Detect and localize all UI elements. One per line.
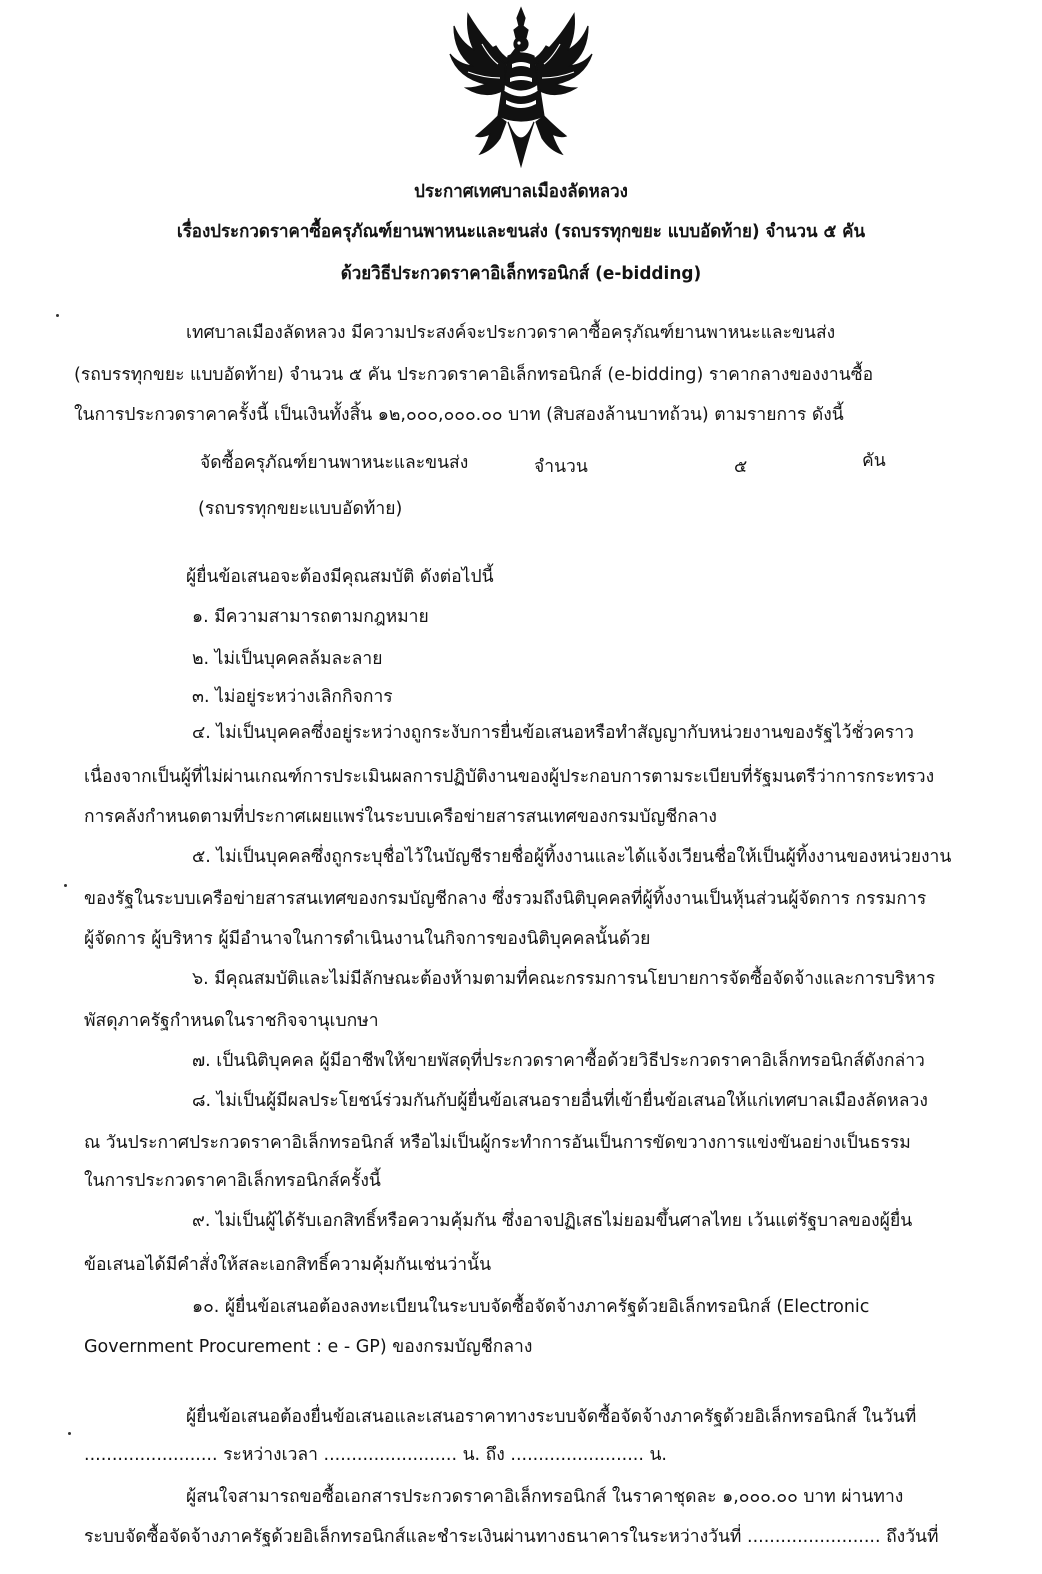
qualification-item-5: ๕. ไม่เป็นบุคคลซึ่งถูกระบุชื่อไว้ในบัญชีรายชื่อผู้ทิ้งงานและได้แจ้งเวียนชื่อให้เป็นผู้ทิ้งงานของหน่วยงาน xyxy=(192,847,952,867)
qualification-item-4-cont-1: เนื่องจากเป็นผู้ที่ไม่ผ่านเกณฑ์การประเมินผลการปฏิบัติงานของผู้ประกอบการตามระเบียบที่รัฐมนตรีว่าการกระทรวง xyxy=(84,767,935,787)
item-quantity-label: จำนวน xyxy=(534,457,588,477)
intro-line-2: (รถบรรทุกขยะ แบบอัดท้าย) จำนวน ๕ คัน ประกวดราคาอิเล็กทรอนิกส์ (e-bidding) ราคากลางของงานซื้อ xyxy=(74,365,874,385)
qualification-item-6: ๖. มีคุณสมบัติและไม่มีลักษณะต้องห้ามตามที่คณะกรรมการนโยบายการจัดซื้อจัดจ้างและการบริหาร xyxy=(192,969,936,989)
qualification-item-9-cont-1: ข้อเสนอได้มีคำสั่งให้สละเอกสิทธิ์ความคุ้มกันเช่นว่านั้น xyxy=(84,1255,492,1275)
item-unit: คัน xyxy=(862,451,886,471)
qualification-item-5-cont-2: ผู้จัดการ ผู้บริหาร ผู้มีอำนาจในการดำเนินงานในกิจการของนิติบุคคลนั้นด้วย xyxy=(84,929,651,949)
item-description: (รถบรรทุกขยะแบบอัดท้าย) xyxy=(198,499,403,519)
scan-speck xyxy=(64,884,67,887)
qualification-item-5-cont-1: ของรัฐในระบบเครือข่ายสารสนเทศของกรมบัญชีกลาง ซึ่งรวมถึงนิติบุคคลที่ผู้ทิ้งงานเป็นหุ้นส่วนผู้จัดการ กรรมการ xyxy=(84,889,927,909)
item-name: จัดซื้อครุภัณฑ์ยานพาหนะและขนส่ง xyxy=(200,453,469,473)
qualification-item-3: ๓. ไม่อยู่ระหว่างเลิกกิจการ xyxy=(192,687,393,707)
qualification-item-8-cont-2: ในการประกวดราคาอิเล็กทรอนิกส์ครั้งนี้ xyxy=(84,1171,381,1191)
garuda-emblem-icon xyxy=(446,4,596,174)
qualification-item-9: ๙. ไม่เป็นผู้ได้รับเอกสิทธิ์หรือความคุ้มกัน ซึ่งอาจปฏิเสธไม่ยอมขึ้นศาลไทย เว้นแต่รัฐบาลของผู้ยื่น xyxy=(192,1211,913,1231)
announcement-method: ด้วยวิธีประกวดราคาอิเล็กทรอนิกส์ (e-bidding) xyxy=(340,263,702,284)
announcement-subject: เรื่องประกวดราคาซื้อครุภัณฑ์ยานพาหนะและขนส่ง (รถบรรทุกขยะ แบบอัดท้าย) จำนวน ๕ คัน xyxy=(176,221,866,242)
purchase-line-2: ระบบจัดซื้อจัดจ้างภาครัฐด้วยอิเล็กทรอนิกส์และชำระเงินผ่านทางธนาคารในระหว่างวันที่ ........................ ถึงวันที่ xyxy=(84,1527,939,1547)
submission-line-1: ผู้ยื่นข้อเสนอต้องยื่นข้อเสนอและเสนอราคาทางระบบจัดซื้อจัดจ้างภาครัฐด้วยอิเล็กทรอนิกส์ ในวันที่ xyxy=(186,1407,917,1427)
intro-line-3: ในการประกวดราคาครั้งนี้ เป็นเงินทั้งสิ้น ๑๒,๐๐๐,๐๐๐.๐๐ บาท (สิบสองล้านบาทถ้วน) ตามรายการ ดังนี้ xyxy=(74,405,844,425)
scan-speck xyxy=(56,314,59,317)
qualification-item-4: ๔. ไม่เป็นบุคคลซึ่งอยู่ระหว่างถูกระงับการยื่นข้อเสนอหรือทำสัญญากับหน่วยงานของรัฐไว้ชั่วคราว xyxy=(192,723,914,743)
qualification-item-1: ๑. มีความสามารถตามกฎหมาย xyxy=(192,607,429,627)
qualification-item-10-cont-1: Government Procurement : e - GP) ของกรมบัญชีกลาง xyxy=(84,1337,533,1357)
qualifications-heading: ผู้ยื่นข้อเสนอจะต้องมีคุณสมบัติ ดังต่อไปนี้ xyxy=(186,567,494,587)
qualification-item-6-cont-1: พัสดุภาครัฐกำหนดในราชกิจจานุเบกษา xyxy=(84,1011,379,1031)
qualification-item-4-cont-2: การคลังกำหนดตามที่ประกาศเผยแพร่ในระบบเครือข่ายสารสนเทศของกรมบัญชีกลาง xyxy=(84,807,717,827)
qualification-item-7: ๗. เป็นนิติบุคคล ผู้มีอาชีพให้ขายพัสดุที่ประกวดราคาซื้อด้วยวิธีประกวดราคาอิเล็กทรอนิกส์ดังกล่าว xyxy=(192,1051,925,1071)
intro-line-1: เทศบาลเมืองลัดหลวง มีความประสงค์จะประกวดราคาซื้อครุภัณฑ์ยานพาหนะและขนส่ง xyxy=(186,323,836,343)
qualification-item-10: ๑๐. ผู้ยื่นข้อเสนอต้องลงทะเบียนในระบบจัดซื้อจัดจ้างภาครัฐด้วยอิเล็กทรอนิกส์ (Electronic xyxy=(192,1297,870,1317)
announcement-title: ประกาศเทศบาลเมืองลัดหลวง xyxy=(414,181,628,202)
purchase-line-1: ผู้สนใจสามารถขอซื้อเอกสารประกวดราคาอิเล็กทรอนิกส์ ในราคาชุดละ ๑,๐๐๐.๐๐ บาท ผ่านทาง xyxy=(186,1487,904,1507)
submission-line-2: ........................ ระหว่างเวลา ........................ น. ถึง ........................ น. xyxy=(84,1445,667,1465)
qualification-item-2: ๒. ไม่เป็นบุคคลล้มละลาย xyxy=(192,649,383,669)
item-quantity: ๕ xyxy=(734,457,748,477)
qualification-item-8: ๘. ไม่เป็นผู้มีผลประโยชน์ร่วมกันกับผู้ยื่นข้อเสนอรายอื่นที่เข้ายื่นข้อเสนอให้แก่เทศบาลเมืองลัดหลวง xyxy=(192,1091,928,1111)
scan-speck xyxy=(68,1432,71,1435)
qualification-item-8-cont-1: ณ วันประกาศประกวดราคาอิเล็กทรอนิกส์ หรือไม่เป็นผู้กระทำการอันเป็นการขัดขวางการแข่งขันอย่างเป็นธรรม xyxy=(84,1133,911,1153)
